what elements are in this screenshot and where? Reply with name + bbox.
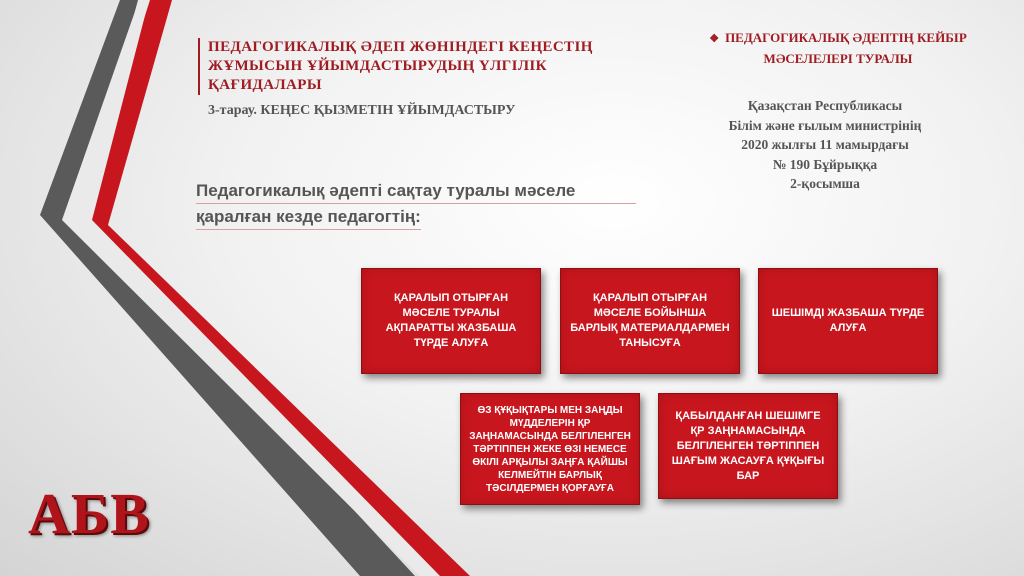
order-line: № 190 Бұйрыққа: [772, 156, 878, 172]
right-box-text: ШЕШІМДІ ЖАЗБАША ТҮРДЕ АЛУҒА: [771, 307, 925, 334]
page-title: ПЕДАГОГИКАЛЫҚ ӘДЕП ЖӨНІНДЕГІ КЕҢЕСТІҢ ЖҰМЫСЫН ҰЙЫМДАСТЫРУДЫҢ ҮЛГІЛІК ҚАҒИДАЛАРЫ: [198, 38, 618, 95]
order-line: Білім және ғылым министрінің: [728, 117, 922, 133]
abv-logo: АБВ: [28, 481, 150, 546]
diamond-bullet-icon: ❖: [709, 33, 720, 45]
right-box-2: [560, 268, 740, 374]
order-line: 2020 жылғы 11 мамырдағы: [741, 137, 909, 152]
right-box-text: ӨЗ ҚҰҚЫҚТАРЫ МЕН ЗАҢДЫ МҮДДЕЛЕРІН ҚР ЗАҢНАМАСЫНДА БЕЛГІЛЕНГЕН ТӘРТІППЕН ЖЕКЕ ӨЗІ НЕМЕСЕ ӨКІЛІ АРҚЫЛЫ ЗАҢҒА ҚАЙШЫ КЕЛМЕЙТІН БАРЛЫҚ ТӘСІЛДЕРМЕН ҚОРҒАУҒА: [469, 404, 631, 494]
right-heading-text: ПЕДАГОГИКАЛЫҚ ӘДЕПТІҢ КЕЙБІР МӘСЕЛЕЛЕРІ ТУРАЛЫ: [725, 30, 967, 66]
right-box-4: [460, 393, 640, 505]
section-title: 3-тарау. КЕҢЕС ҚЫЗМЕТІН ҰЙЫМДАСТЫРУ: [208, 103, 516, 118]
right-box-1: [361, 268, 541, 374]
right-box-text: ҚАБЫЛДАНҒАН ШЕШІМГЕ ҚР ЗАҢНАМАСЫНДА БЕЛГІЛЕНГЕН ТӘРТІППЕН ШАҒЫМ ЖАСАУҒА ҚҰҚЫҒЫ БАР: [671, 409, 825, 482]
order-line: 2-қосымша: [790, 176, 860, 191]
right-box-text: ҚАРАЛЫП ОТЫРҒАН МӘСЕЛЕ ТУРАЛЫ АҚПАРАТТЫ ЖАЗБАША ТҮРДЕ АЛУҒА: [385, 292, 517, 349]
question-heading: [196, 178, 636, 230]
question-line-1: Педагогикалық әдепті сақтау туралы мәселе: [196, 178, 636, 204]
order-line: Қазақстан Республикасы: [747, 98, 903, 113]
title-block: [198, 38, 618, 120]
right-box-3: [758, 268, 938, 374]
question-line-2: қаралған кезде педагогтің:: [196, 204, 421, 230]
order-reference: [700, 96, 950, 194]
right-box-text: ҚАРАЛЫП ОТЫРҒАН МӘСЕЛЕ БОЙЫНША БАРЛЫҚ МАТЕРИАЛДАРМЕН ТАНЫСУҒА: [570, 292, 730, 349]
right-box-5: [658, 393, 838, 499]
right-heading: [688, 28, 988, 68]
